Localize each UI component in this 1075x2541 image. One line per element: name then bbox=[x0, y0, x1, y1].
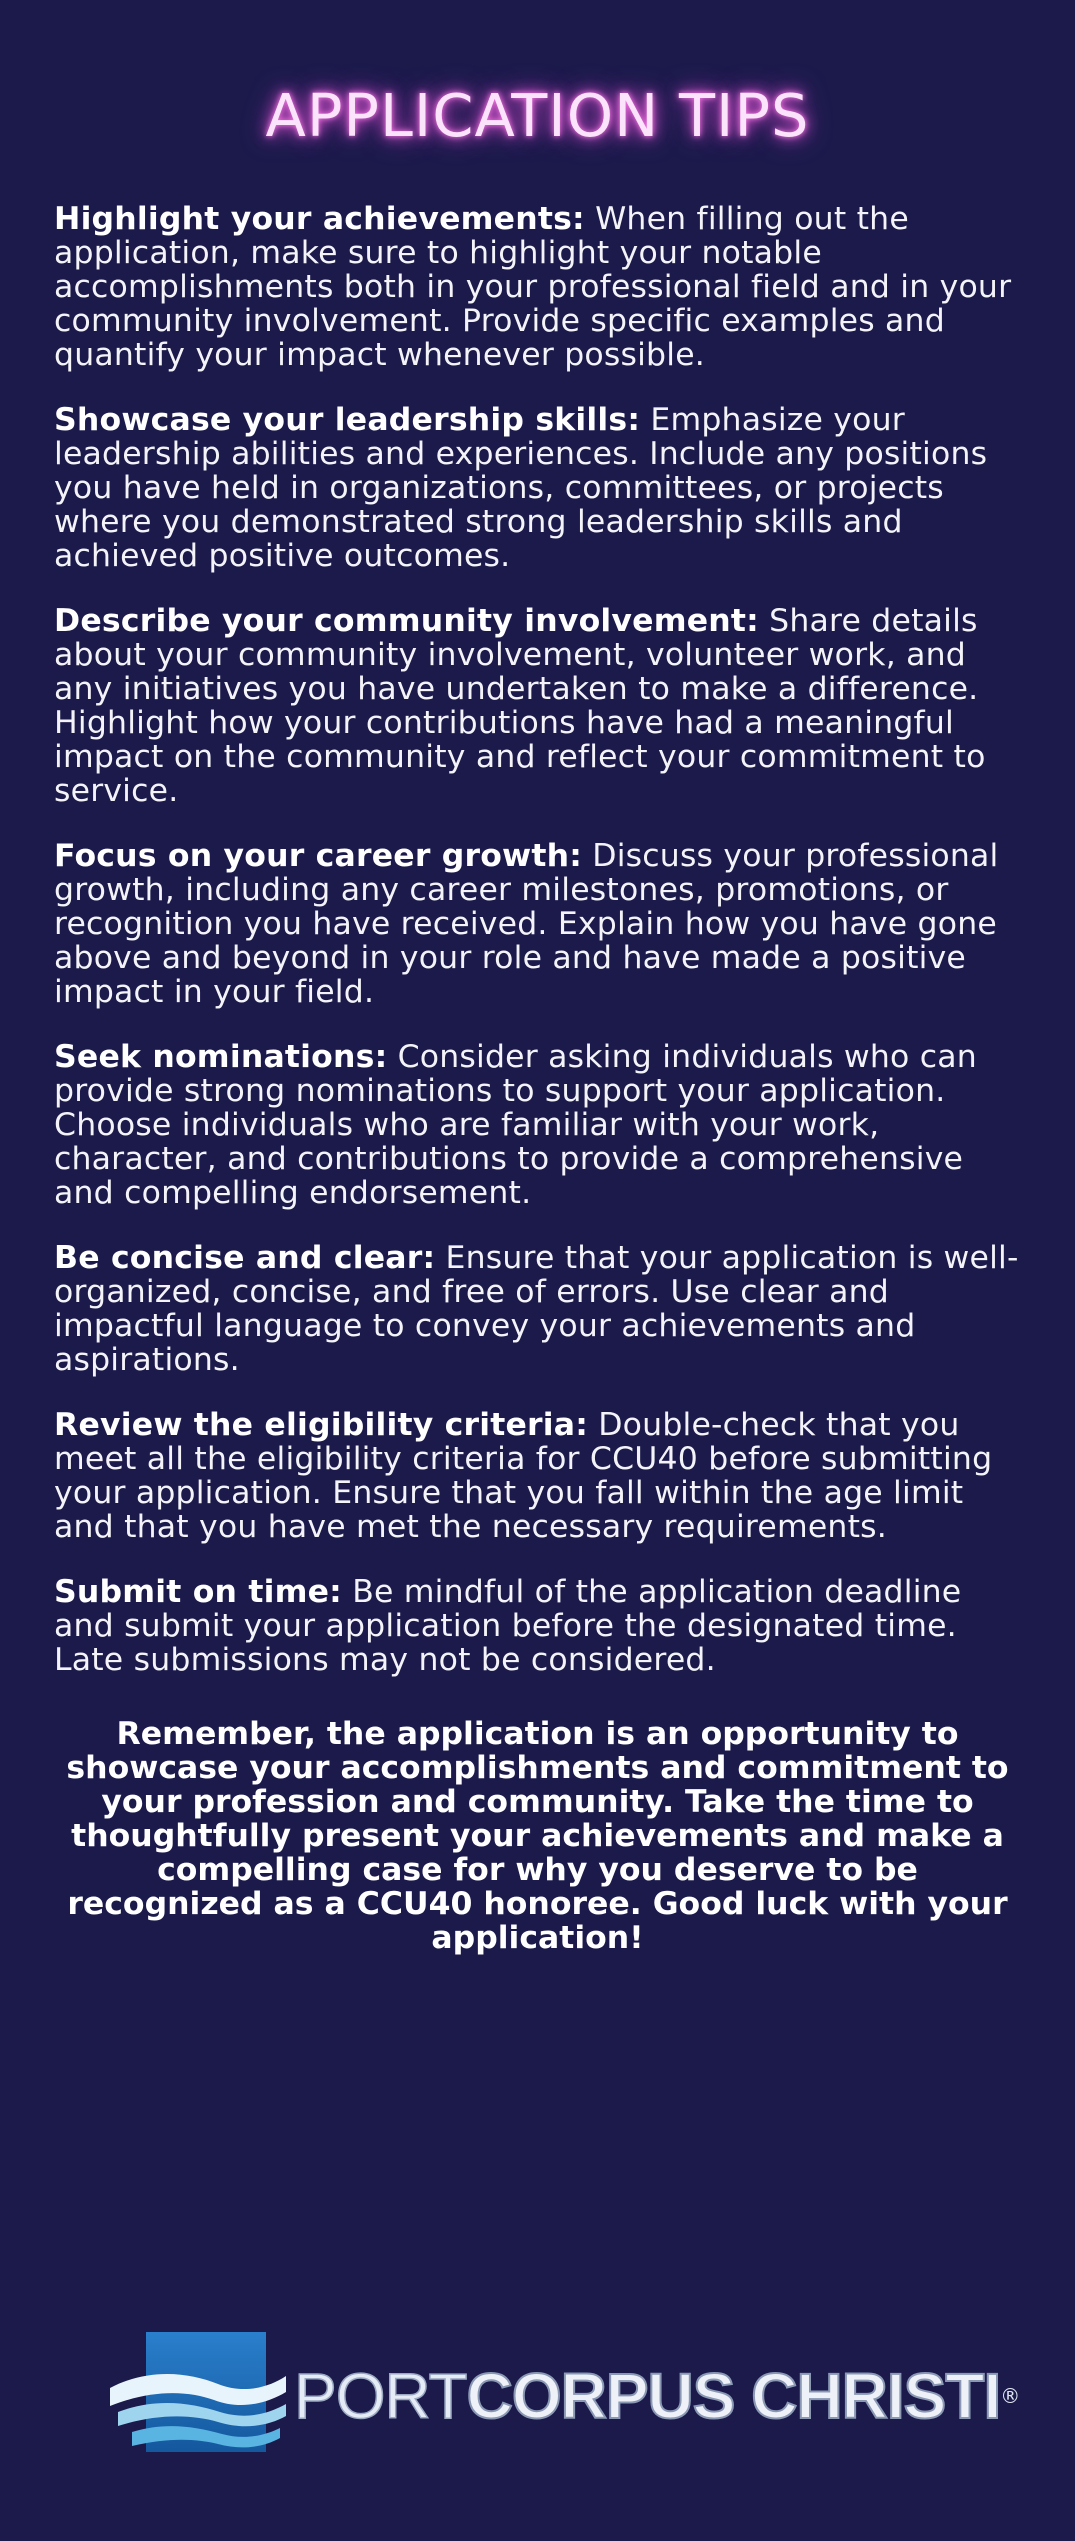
tip-body: Be mindful of the application deadline and submit your application before the designated time. Late submissions may not be considered. bbox=[54, 1574, 962, 1678]
logo-word-corpus-christi: CORPUS CHRISTI bbox=[466, 2360, 1001, 2432]
tip-concise bbox=[54, 1241, 1021, 1377]
closing-message: Remember, the application is an opportunity to showcase your accomplishments and commitment to your profession and community. Take the time to thoughtfully present your achievements and make a compelling case for why you deserve to be recognized as a CCU40 honoree. Good luck with your application! bbox=[66, 1716, 1009, 1956]
tips-list bbox=[54, 202, 1021, 1677]
tip-nominations bbox=[54, 1040, 1021, 1210]
tip-community bbox=[54, 604, 1021, 808]
tip-body: When filling out the application, make sure to highlight your notable accomplishments both in your professional field and in your community involvement. Provide specific examples and quantify your impact whenever possible. bbox=[54, 201, 1012, 373]
tip-body: Share details about your community involvement, volunteer work, and any initiatives you have undertaken to make a difference. Highlight how your contributions have had a meaningful impact on the community and reflect your commitment to service. bbox=[54, 603, 986, 809]
tip-leadership bbox=[54, 403, 1021, 573]
tip-heading: Focus on your career growth: bbox=[54, 838, 583, 874]
tip-body: Consider asking individuals who can provide strong nominations to support your application. Choose individuals who are familiar with your work, character, and contributions to provide a comprehensive and compelling endorsement. bbox=[54, 1039, 977, 1211]
logo-wordmark bbox=[294, 2358, 1019, 2435]
tip-submit bbox=[54, 1575, 1021, 1677]
tip-heading: Review the eligibility criteria: bbox=[54, 1407, 589, 1443]
tip-career bbox=[54, 839, 1021, 1009]
tip-heading: Seek nominations: bbox=[54, 1039, 388, 1075]
tip-heading: Showcase your leadership skills: bbox=[54, 402, 641, 438]
tip-body: Ensure that your application is well-organized, concise, and free of errors. Use clear and impactful language to convey your achievements and aspirations. bbox=[54, 1240, 1019, 1378]
waves-logo-icon bbox=[108, 2328, 288, 2458]
tip-heading: Highlight your achievements: bbox=[54, 201, 585, 237]
tip-body: Emphasize your leadership abilities and experiences. Include any positions you have held in organizations, committees, or projects where you demonstrated strong leadership skills and achieved positive outcomes. bbox=[54, 402, 988, 574]
port-corpus-christi-logo bbox=[108, 2328, 1020, 2458]
tip-heading: Describe your community involvement: bbox=[54, 603, 759, 639]
registered-mark-icon: ® bbox=[1000, 2384, 1020, 2408]
tip-body: Discuss your professional growth, including any career milestones, promotions, or recognition you have received. Explain how you have gone above and beyond in your role and have made a positive impact in your field. bbox=[54, 838, 999, 1010]
tip-heading: Submit on time: bbox=[54, 1574, 342, 1610]
page-title: APPLICATION TIPS bbox=[265, 81, 810, 150]
logo-word-port: PORT bbox=[294, 2360, 467, 2432]
tip-eligibility bbox=[54, 1408, 1021, 1544]
tip-achievements bbox=[54, 202, 1021, 372]
tip-heading: Be concise and clear: bbox=[54, 1240, 436, 1276]
tip-body: Double-check that you meet all the eligibility criteria for CCU40 before submitting your application. Ensure that you fall within the age limit and that you have met the necessary requirements. bbox=[54, 1407, 993, 1545]
